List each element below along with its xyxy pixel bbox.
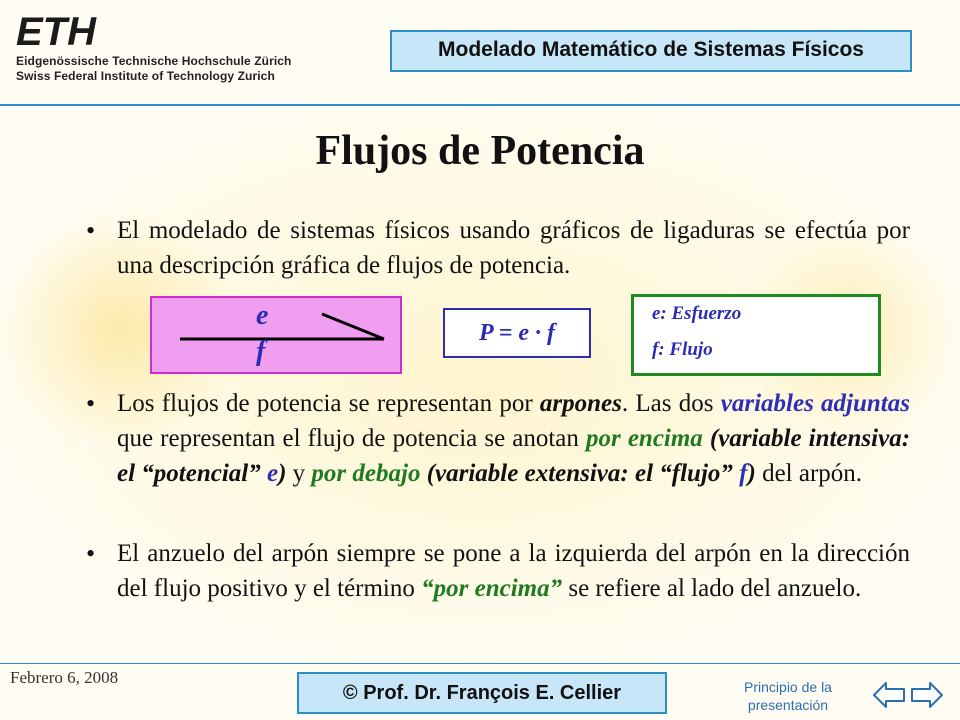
harpoon-hook	[322, 314, 384, 339]
term-por-debajo: por debajo	[311, 460, 421, 487]
bullet-marker: •	[86, 539, 96, 568]
bullet-marker: •	[86, 216, 96, 245]
eth-letters-text: ETH	[16, 12, 96, 50]
author-credit: © Prof. Dr. François E. Cellier	[342, 682, 622, 704]
term-variables-adjuntas: variables adjuntas	[720, 390, 910, 417]
power-formula: P = e · f	[478, 320, 556, 346]
bond-flow-label: f	[256, 336, 266, 367]
bullet-2-text	[117, 386, 910, 491]
bullet-3-text	[117, 536, 910, 606]
bullet-2-part: )	[747, 460, 756, 487]
term-arpones: arpones	[539, 390, 622, 417]
bullet-2-part: del arpón.	[755, 460, 863, 487]
start-of-presentation-link[interactable]: Principio de la presentación	[744, 679, 832, 713]
bullet-3-part: El anzuelo del arpón siempre se pone a la izquierda del arpón en la dirección del flujo positivo y el término	[117, 540, 910, 602]
bullet-1-text: El modelado de sistemas físicos usando gráficos de ligaduras se efectúa por una descripción gráfica de flujos de potencia.	[117, 217, 910, 279]
bullet-2-part: y	[286, 460, 312, 487]
eth-logo-line1: Eidgenössische Technische Hochschule Zürich	[16, 54, 292, 68]
bond-graph-box	[150, 296, 402, 374]
harpoon-diagram	[152, 298, 400, 372]
legend-effort: e: Esfuerzo	[652, 303, 742, 324]
bond-effort-label: e	[256, 300, 269, 331]
bullet-marker: •	[86, 389, 96, 418]
term-por-encima: por encima	[586, 425, 703, 452]
term-variable-extensiva: (variable extensiva: el “flujo”	[420, 460, 740, 487]
header-divider	[0, 104, 960, 106]
power-formula-box	[443, 308, 591, 358]
term-variable-intensiva: (variable intensiva: el “potencial”	[117, 425, 911, 487]
eth-logo-line2: Swiss Federal Institute of Technology Zurich	[16, 69, 275, 83]
bullet-2-part: Los flujos de potencia se representan por	[117, 390, 540, 417]
bullet-2-part: que representan el flujo de potencia se anotan	[117, 425, 586, 452]
bullet-2-part: )	[278, 460, 287, 487]
arrow-right-outline-icon[interactable]	[910, 680, 944, 710]
term-e: e	[266, 460, 279, 487]
eth-logo	[16, 12, 292, 83]
variable-legend-box	[631, 294, 881, 376]
eth-logo-letters	[16, 12, 112, 50]
footer-date: Febrero 6, 2008	[10, 668, 119, 687]
footer-divider	[0, 663, 960, 664]
bullet-3-part: se refiere al lado del anzuelo.	[562, 575, 862, 602]
slide-title: Flujos de Potencia	[315, 128, 645, 174]
term-por-encima-quoted: “por encima”	[421, 575, 563, 602]
bullet-2-part: . Las dos	[621, 390, 721, 417]
arrow-left-outline-icon[interactable]	[872, 680, 906, 710]
course-title: Modelado Matemático de Sistemas Físicos	[438, 38, 864, 61]
term-f: f	[739, 460, 748, 487]
legend-flow: f: Flujo	[652, 339, 713, 360]
